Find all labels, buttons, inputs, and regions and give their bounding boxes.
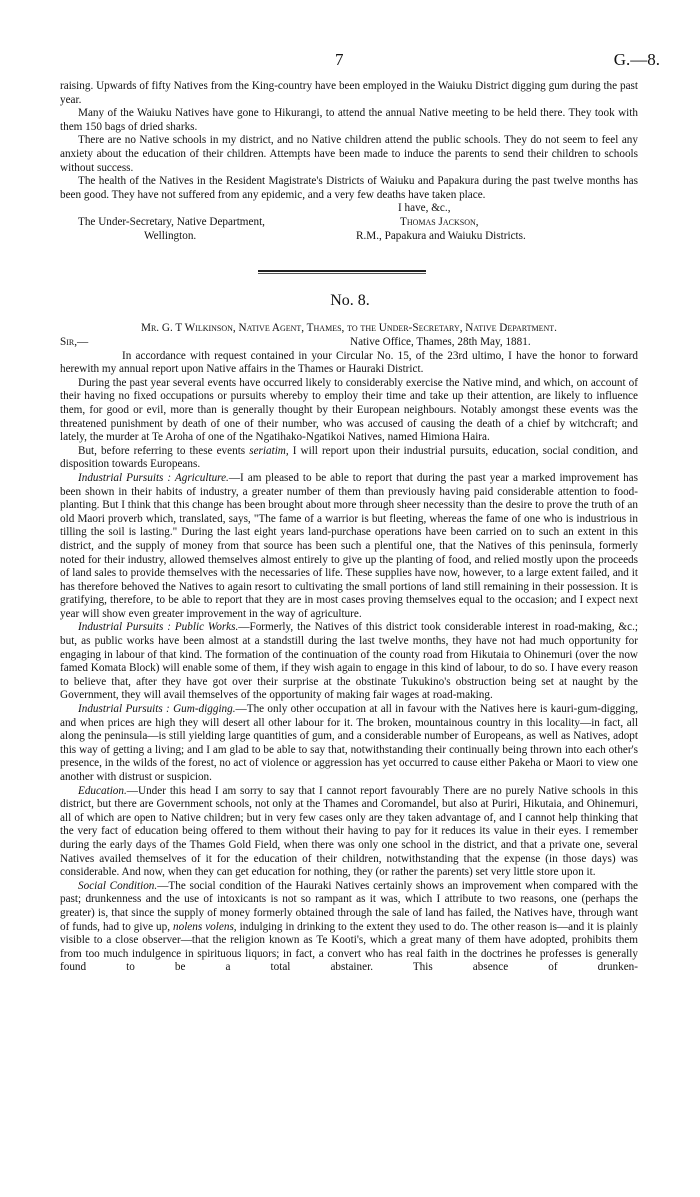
document-reference: G.—8. — [613, 50, 660, 69]
paragraph — [60, 880, 638, 975]
paragraph: In accordance with request contained in your Circular No. 15, of the 23rd ultimo, I have the honor to forward herewith my annual report upon Native affairs in the Thames or Hauraki District. — [60, 349, 638, 376]
paragraph — [60, 785, 638, 880]
italic-text: seriatim, — [249, 444, 289, 457]
salutation: Sir,— — [60, 335, 89, 348]
letter-body — [60, 322, 638, 975]
addressee-city: Wellington. — [144, 230, 197, 243]
paragraph — [60, 621, 638, 703]
italic-text: nolens volens, — [173, 920, 237, 933]
salutation-row — [60, 336, 638, 350]
letter-from-line: Mr. G. T Wilkinson, Native Agent, Thames, to the Under-Secretary, Native Department. — [141, 322, 557, 334]
section-divider — [258, 270, 426, 272]
section-heading: Industrial Pursuits : Public Works. — [78, 621, 239, 634]
signatory-name: Thomas Jackson, — [400, 216, 479, 229]
section-heading: Education. — [78, 784, 127, 797]
text: —I am pleased to be able to report that during the past year a marked improvement has been shown in their habits of industry, a greater number of them than previously having paid considerable attention to food-planting. But I think that this change has been brought about more through sheer necessity than the desire to prove the truth of an old Maori proverb which, translated, says, "The fame of a warrior is but fleeting, whereas the fame of one who is industrious in tilling the soil is lasting." During the last eight years land-purchase operations have been carried on to such an extent in this district, and the supply of money from that source has been such a plentiful one, that the Natives of this peninsula, formerly noted for their industry, allowed themselves almost entirely to give up the planting of food, and relied mostly upon the proceeds of land sales to provide themselves with the necessaries of life. These supplies have now, however, to a large extent failed, and it has therefore behoved the Natives to again resort to cultivating the small portions of land still remaining in their possession. It is gratifying, therefore, to be able to report that they are in most cases proving themselves equal to the occasion; and I expect next year will show even greater improvement in the way of agriculture. — [60, 471, 638, 620]
document-number: No. 8. — [330, 292, 370, 309]
text: —The social condition of the Hauraki Natives certainly shows an improvement when compared with the past; drunkenness and the use of intoxicants is not so rampant as it was, which I attribute to two reasons, one (perhaps the greater) is, that since the supply of money formerly obtained through the sale of land has failed, the Natives have, through want of funds, had to give up, — [60, 879, 639, 933]
paragraph: During the past year several events have occurred likely to considerably exercise the Native mind, and which, on account of their having no fixed occupations or pursuits whereby to employ their time and take up their attention, are likely to influence them, for good or evil, more than is generally thought by their European neighbours. Notably amongst these events was the threatened punishment by death of one of their number, who was accused of causing the death of a chief by witchcraft; and lately, the murder at Te Aroha of one of the Ngatihako-Ngatikoi Natives, named Himiona Haira. — [60, 376, 638, 444]
addressee: The Under-Secretary, Native Department, — [78, 216, 265, 229]
dateline: Native Office, Thames, 28th May, 1881. — [350, 335, 531, 348]
section-divider-thin — [258, 273, 426, 274]
previous-report-end — [60, 80, 638, 270]
page-number: 7 — [335, 50, 344, 69]
paragraph: Many of the Waiuku Natives have gone to Hikurangi, to attend the annual Native meeting to be held there. They took with them 150 bags of dried sharks. — [60, 107, 638, 133]
section-heading: Industrial Pursuits : Gum-digging. — [78, 703, 236, 716]
paragraph: The health of the Natives in the Resident Magistrate's Districts of Waiuku and Papakura during the past twelve months has been good. They have not suffered from any epidemic, and a very few deaths have taken place. — [60, 175, 638, 201]
paragraph — [60, 703, 638, 785]
section-heading: Industrial Pursuits : Agriculture. — [78, 471, 229, 484]
paragraph: There are no Native schools in my district, and no Native children attend the public schools. They do not seem to feel any anxiety about the education of their children. Attempts have been made to induce the parents to send their children to schools without success. — [60, 134, 638, 174]
text: indulging in drinking to the extent they used to do. The other reason is—and it is plainly visible to a close observer—that the religion known as Te Kooti's, which a great many of them have adopted, prohibits them from too much indulgence in spirituous liquors; in fact, a convert who has real faith in the doctrines he professes is generally found to be a total abstainer. This absence of drunken- — [60, 920, 638, 974]
text: —Under this head I am sorry to say that I cannot report favourably There are no purely Native schools in this district, but there are Government schools, not only at the Thames and Coromandel, but also at Puriri, Hikutaia, and Ohinemuri, all of which are open to Native children; but in very few cases only are they taken advantage of, and I cannot help thinking that the very fact of education being offered to them without their having to pay for it reduces its value in their eyes. I remember during the early days of the Thames Gold Field, when there was only one school in the district, and that a private one, several Natives availed themselves of it for the education of their children, notwithstanding that the expense (in those days) was considerable. And now, when they can get education for nothing, they (or rather the parents) set very little store upon it. — [60, 784, 638, 879]
page-header — [0, 50, 700, 72]
paragraph: raising. Upwards of fifty Natives from the King-country have been employed in the Waiuku District digging gum during the past year. — [60, 80, 638, 106]
text: —The only other occupation at all in favour with the Natives here is kauri-gum-digging, and when prices are high they will desert all other labour for it. The broken, mountainous country in this locality—in fact, all along the peninsula—is still yielding large quantities of gum, and a considerable number of Europeans, as well as Natives, adopt this way of getting a living; and I am glad to be able to say that, notwithstanding their continually being thrown into each other's presence, in the wilds of the forest, no act of violence or aggression has yet occurred to cause either Pakeha or Maori to view one another with distrust or suspicion. — [60, 703, 638, 783]
sign-off: I have, &c., — [398, 202, 451, 215]
text: I will report upon their industrial pursuits, education, social condition, and disposition towards Europeans. — [60, 444, 638, 471]
text: But, before referring to these events — [78, 444, 250, 457]
paragraph — [60, 472, 638, 622]
signature-block — [60, 202, 638, 270]
section-heading: Social Condition. — [78, 879, 158, 892]
paragraph — [60, 445, 638, 472]
signatory-title: R.M., Papakura and Waiuku Districts. — [356, 230, 526, 243]
text: —Formerly, the Natives of this district took considerable interest in road-making, &c.; but, as public works have been almost at a standstill during the last twelve months, they have not had much opportunity for engaging in labour of that kind. The formation of the continuation of the county road from Hikutaia to Ohinemuri (over the now famed Komata Block) will enable some of them, if they wish again to engage in this kind of labour, to do so. I have every reason to believe that, after they have got over their surprise at the obstinate Tukukino's obstruction being set at naught by the Government, they will avail themselves of the opportunity of making fair wages at road-making. — [60, 621, 639, 702]
